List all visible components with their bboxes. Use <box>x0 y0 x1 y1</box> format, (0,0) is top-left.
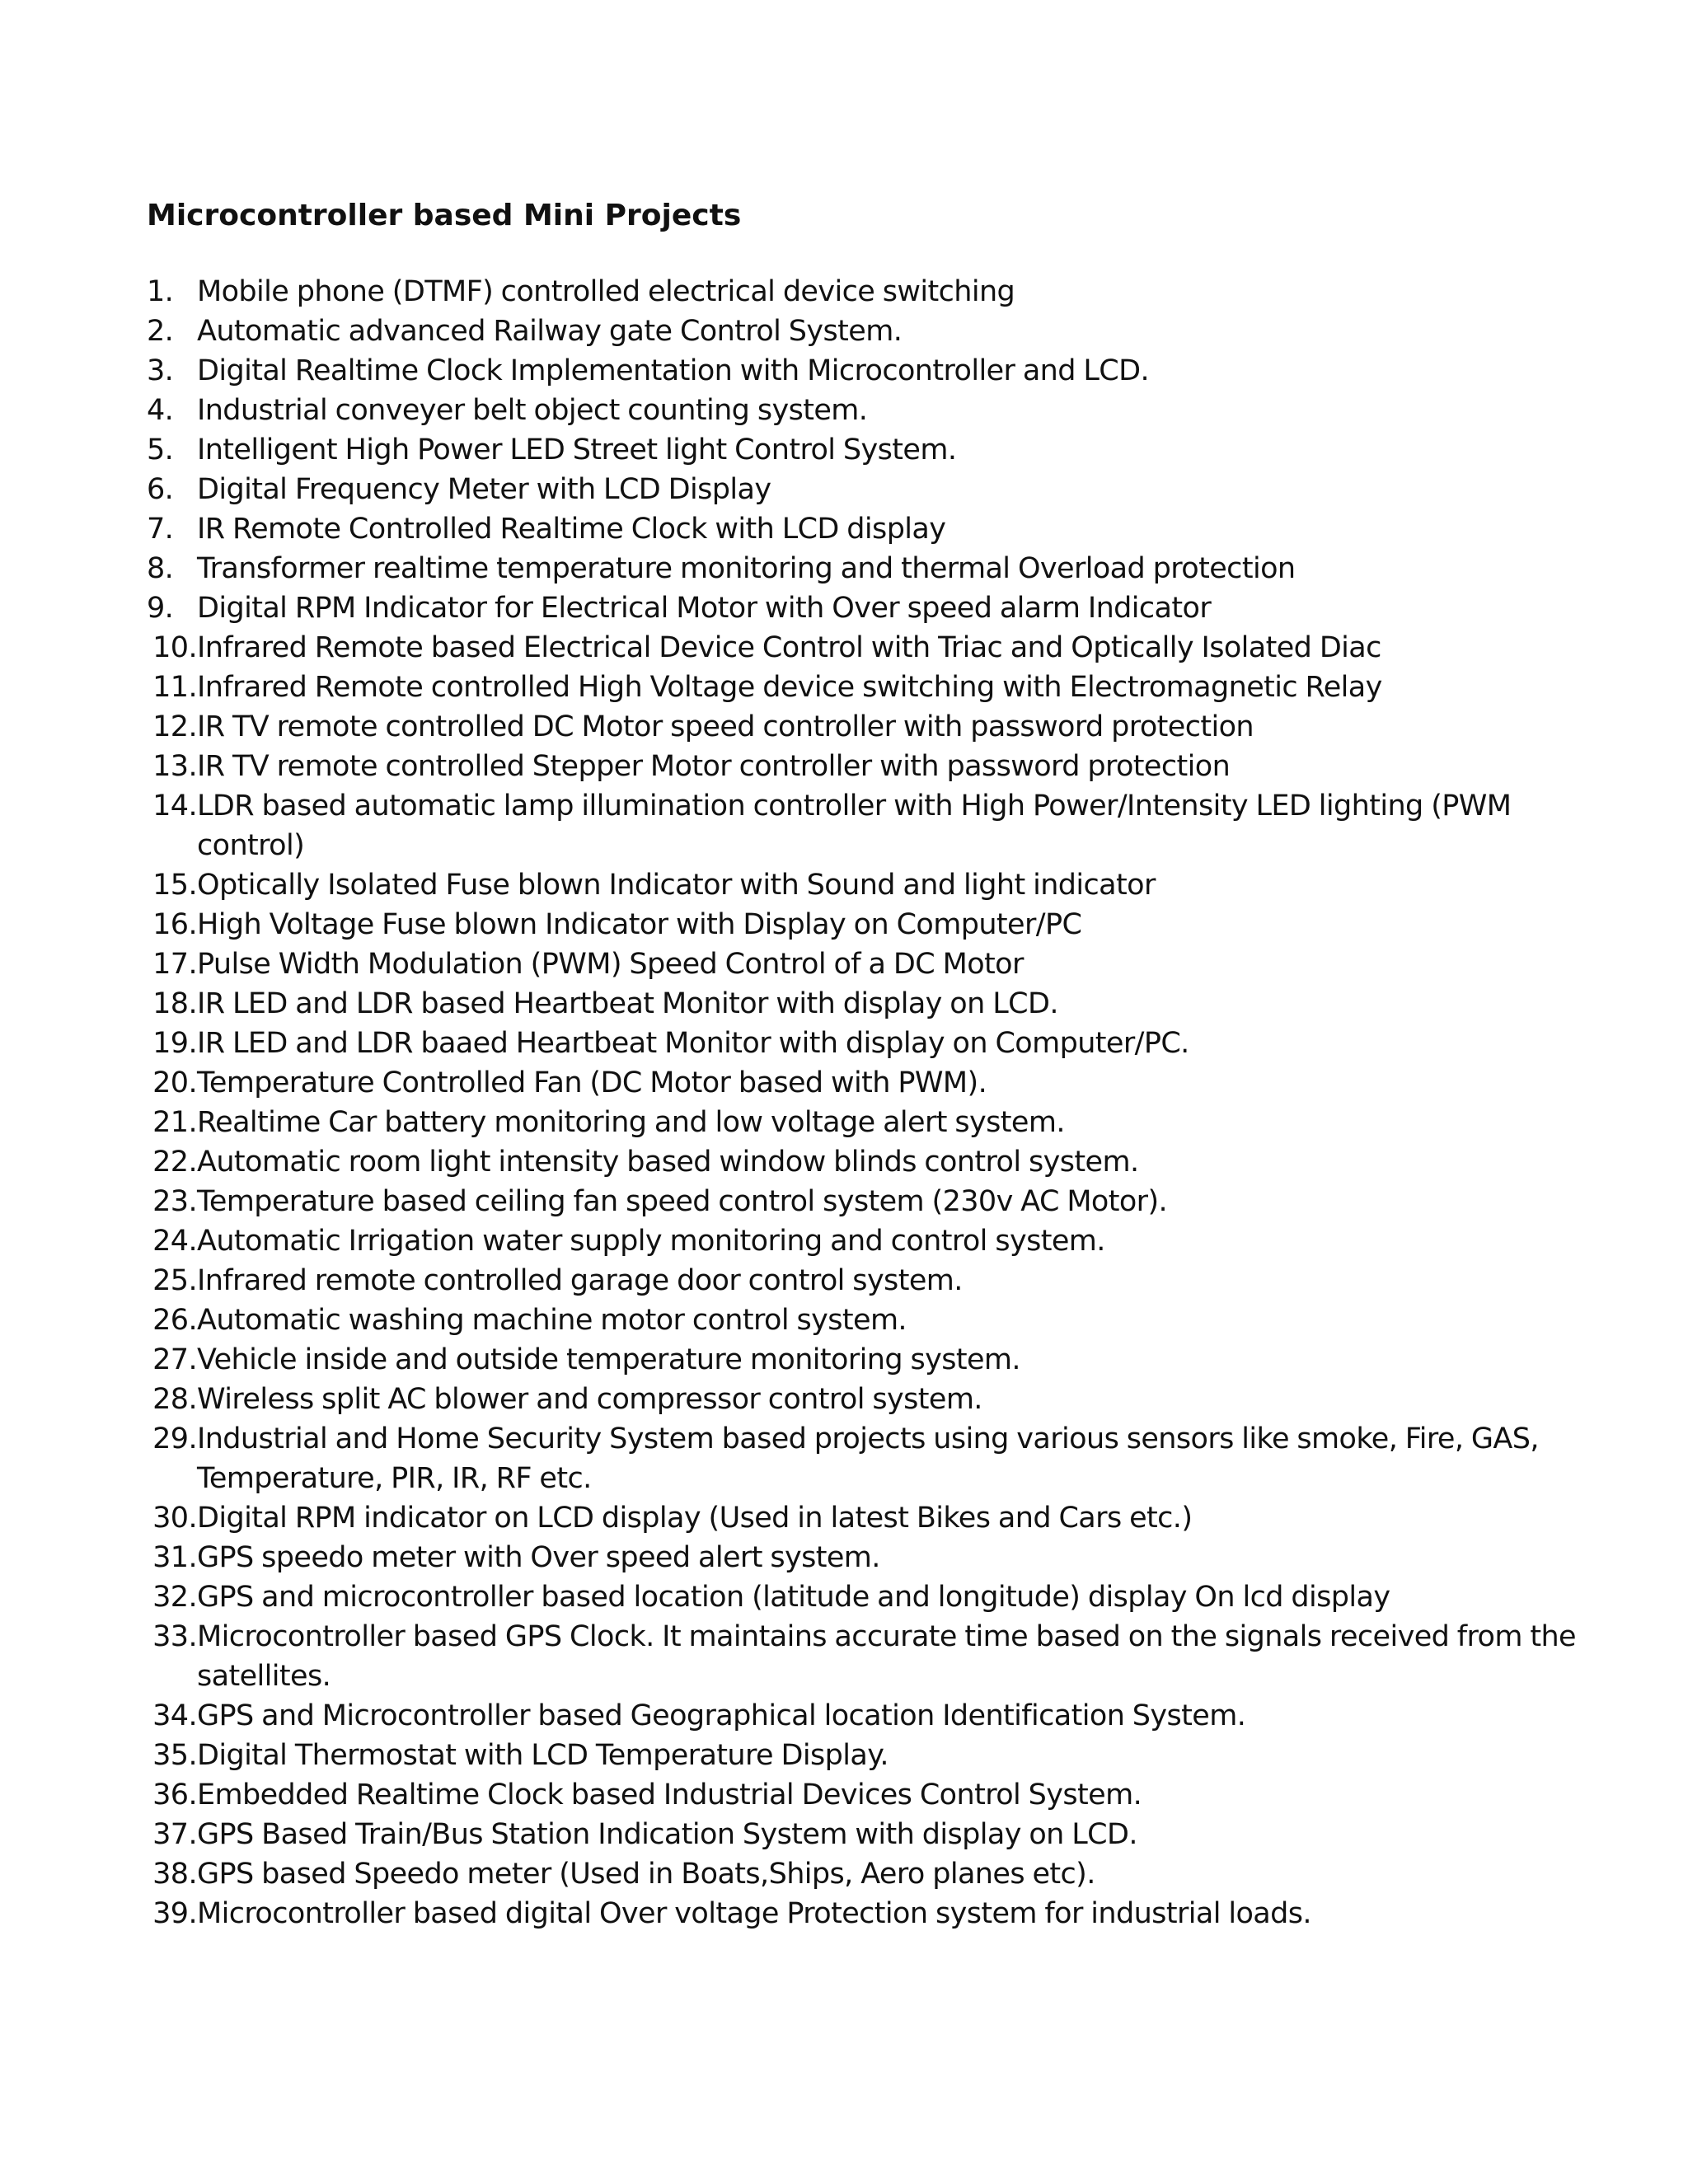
list-item <box>147 1024 1581 1063</box>
list-item <box>147 1894 1581 1933</box>
list-item <box>147 1617 1581 1696</box>
list-item-text: IR TV remote controlled Stepper Motor controller with password protection <box>197 750 1231 783</box>
list-item <box>147 1063 1581 1103</box>
list-item <box>147 944 1581 984</box>
list-item <box>147 1815 1581 1854</box>
list-item <box>147 430 1581 470</box>
list-item-text: Pulse Width Modulation (PWM) Speed Control of a DC Motor <box>197 948 1024 981</box>
list-item-number: 3. <box>147 354 174 387</box>
list-item-number: 16. <box>152 908 197 941</box>
list-item-text: Intelligent High Power LED Street light Control System. <box>197 434 957 466</box>
list-item <box>147 905 1581 944</box>
list-item-text: Automatic washing machine motor control system. <box>197 1304 907 1337</box>
list-item <box>147 351 1581 391</box>
list-item-number: 27. <box>152 1343 197 1376</box>
list-item-number: 9. <box>147 592 174 625</box>
list-item-text: Optically Isolated Fuse blown Indicator with Sound and light indicator <box>197 869 1156 902</box>
list-item-text: Digital Frequency Meter with LCD Display <box>197 473 771 506</box>
list-item <box>147 272 1581 312</box>
list-item-number: 19. <box>152 1027 197 1060</box>
list-item-text: Digital Realtime Clock Implementation with Microcontroller and LCD. <box>197 354 1150 387</box>
list-item <box>147 391 1581 430</box>
list-item-text: Automatic advanced Railway gate Control System. <box>197 315 903 348</box>
list-item-text: Digital RPM indicator on LCD display (Used in latest Bikes and Cars etc.) <box>197 1502 1193 1535</box>
list-item-number: 6. <box>147 473 174 506</box>
list-item <box>147 1498 1581 1538</box>
project-list <box>147 272 1581 1933</box>
list-item-text: Temperature Controlled Fan (DC Motor based with PWM). <box>197 1066 987 1099</box>
list-item-text: Realtime Car battery monitoring and low voltage alert system. <box>197 1106 1065 1139</box>
list-item-text: GPS and Microcontroller based Geographical location Identification System. <box>197 1699 1246 1732</box>
list-item-number: 11. <box>152 671 197 704</box>
list-item-text: Transformer realtime temperature monitoring and thermal Overload protection <box>197 552 1296 585</box>
list-item-number: 18. <box>152 987 197 1020</box>
list-item-text: Wireless split AC blower and compressor control system. <box>197 1383 982 1416</box>
list-item-text: IR LED and LDR baaed Heartbeat Monitor with display on Computer/PC. <box>197 1027 1189 1060</box>
list-item-number: 25. <box>152 1264 197 1297</box>
list-item-text: Microcontroller based digital Over voltage Protection system for industrial loads. <box>197 1897 1311 1930</box>
list-item-number: 26. <box>152 1304 197 1337</box>
list-item <box>147 1775 1581 1815</box>
list-item-number: 23. <box>152 1185 197 1218</box>
list-item-number: 39. <box>152 1897 197 1930</box>
list-item-number: 1. <box>147 275 174 308</box>
list-item-number: 12. <box>152 710 197 743</box>
list-item-number: 36. <box>152 1779 197 1811</box>
list-item <box>147 1380 1581 1419</box>
list-item <box>147 628 1581 668</box>
list-item-text: GPS speedo meter with Over speed alert system. <box>197 1541 880 1574</box>
list-item-text: High Voltage Fuse blown Indicator with Display on Computer/PC <box>197 908 1082 941</box>
list-item-text: Infrared remote controlled garage door control system. <box>197 1264 963 1297</box>
list-item-text: Temperature based ceiling fan speed control system (230v AC Motor). <box>197 1185 1168 1218</box>
list-item-number: 21. <box>152 1106 197 1139</box>
list-item-number: 20. <box>152 1066 197 1099</box>
list-item-number: 37. <box>152 1818 197 1851</box>
list-item <box>147 509 1581 549</box>
list-item-number: 31. <box>152 1541 197 1574</box>
list-item <box>147 1301 1581 1340</box>
list-item <box>147 549 1581 588</box>
list-item-text: Microcontroller based GPS Clock. It maintains accurate time based on the signals received from the satellites. <box>197 1620 1576 1693</box>
list-item-text: IR LED and LDR based Heartbeat Monitor with display on LCD. <box>197 987 1058 1020</box>
list-item-text: Mobile phone (DTMF) controlled electrical device switching <box>197 275 1015 308</box>
list-item-text: GPS and microcontroller based location (latitude and longitude) display On lcd display <box>197 1581 1390 1614</box>
list-item-number: 33. <box>152 1620 197 1653</box>
list-item <box>147 1182 1581 1221</box>
list-item <box>147 470 1581 509</box>
list-item-text: GPS Based Train/Bus Station Indication System with display on LCD. <box>197 1818 1137 1851</box>
list-item <box>147 312 1581 351</box>
list-item-text: IR TV remote controlled DC Motor speed controller with password protection <box>197 710 1254 743</box>
list-item-number: 29. <box>152 1422 197 1455</box>
list-item-number: 38. <box>152 1858 197 1891</box>
list-item <box>147 707 1581 747</box>
list-item <box>147 1142 1581 1182</box>
list-item-number: 4. <box>147 394 174 427</box>
list-item-number: 28. <box>152 1383 197 1416</box>
list-item-number: 17. <box>152 948 197 981</box>
list-item <box>147 1261 1581 1301</box>
list-item <box>147 1854 1581 1894</box>
list-item-text: GPS based Speedo meter (Used in Boats,Ships, Aero planes etc). <box>197 1858 1095 1891</box>
list-item <box>147 984 1581 1024</box>
list-item-number: 7. <box>147 513 174 546</box>
list-item-number: 8. <box>147 552 174 585</box>
list-item-text: Infrared Remote controlled High Voltage device switching with Electromagnetic Relay <box>197 671 1382 704</box>
list-item-number: 35. <box>152 1739 197 1772</box>
list-item <box>147 747 1581 786</box>
list-item-text: Automatic Irrigation water supply monitoring and control system. <box>197 1225 1105 1258</box>
list-item-number: 15. <box>152 869 197 902</box>
list-item-text: IR Remote Controlled Realtime Clock with LCD display <box>197 513 946 546</box>
list-item <box>147 1577 1581 1617</box>
list-item <box>147 865 1581 905</box>
list-item <box>147 588 1581 628</box>
list-item-text: Industrial and Home Security System based projects using various sensors like smoke, Fire, GAS, Temperature, PIR, IR, RF etc. <box>197 1422 1539 1495</box>
list-item <box>147 1103 1581 1142</box>
list-item-text: Embedded Realtime Clock based Industrial Devices Control System. <box>197 1779 1142 1811</box>
list-item-number: 30. <box>152 1502 197 1535</box>
list-item <box>147 1340 1581 1380</box>
list-item <box>147 668 1581 707</box>
list-item-text: Automatic room light intensity based window blinds control system. <box>197 1146 1139 1179</box>
list-item-number: 24. <box>152 1225 197 1258</box>
list-item-text: Infrared Remote based Electrical Device Control with Triac and Optically Isolated Diac <box>197 631 1381 664</box>
list-item-number: 2. <box>147 315 174 348</box>
list-item-text: Digital Thermostat with LCD Temperature Display. <box>197 1739 889 1772</box>
list-item <box>147 1221 1581 1261</box>
list-item <box>147 786 1581 865</box>
list-item-text: Industrial conveyer belt object counting system. <box>197 394 868 427</box>
list-item-number: 10. <box>152 631 197 664</box>
list-item-number: 34. <box>152 1699 197 1732</box>
list-item-number: 14. <box>152 790 197 823</box>
list-item <box>147 1696 1581 1736</box>
list-item-number: 5. <box>147 434 174 466</box>
list-item-number: 13. <box>152 750 197 783</box>
list-item-text: LDR based automatic lamp illumination controller with High Power/Intensity LED lighting (PWM control) <box>197 790 1512 862</box>
list-item-number: 22. <box>152 1146 197 1179</box>
list-item <box>147 1419 1581 1498</box>
list-item-text: Digital RPM Indicator for Electrical Motor with Over speed alarm Indicator <box>197 592 1212 625</box>
list-item <box>147 1736 1581 1775</box>
list-item-text: Vehicle inside and outside temperature monitoring system. <box>197 1343 1020 1376</box>
list-item <box>147 1538 1581 1577</box>
list-item-number: 32. <box>152 1581 197 1614</box>
page-title: Microcontroller based Mini Projects <box>147 199 742 232</box>
